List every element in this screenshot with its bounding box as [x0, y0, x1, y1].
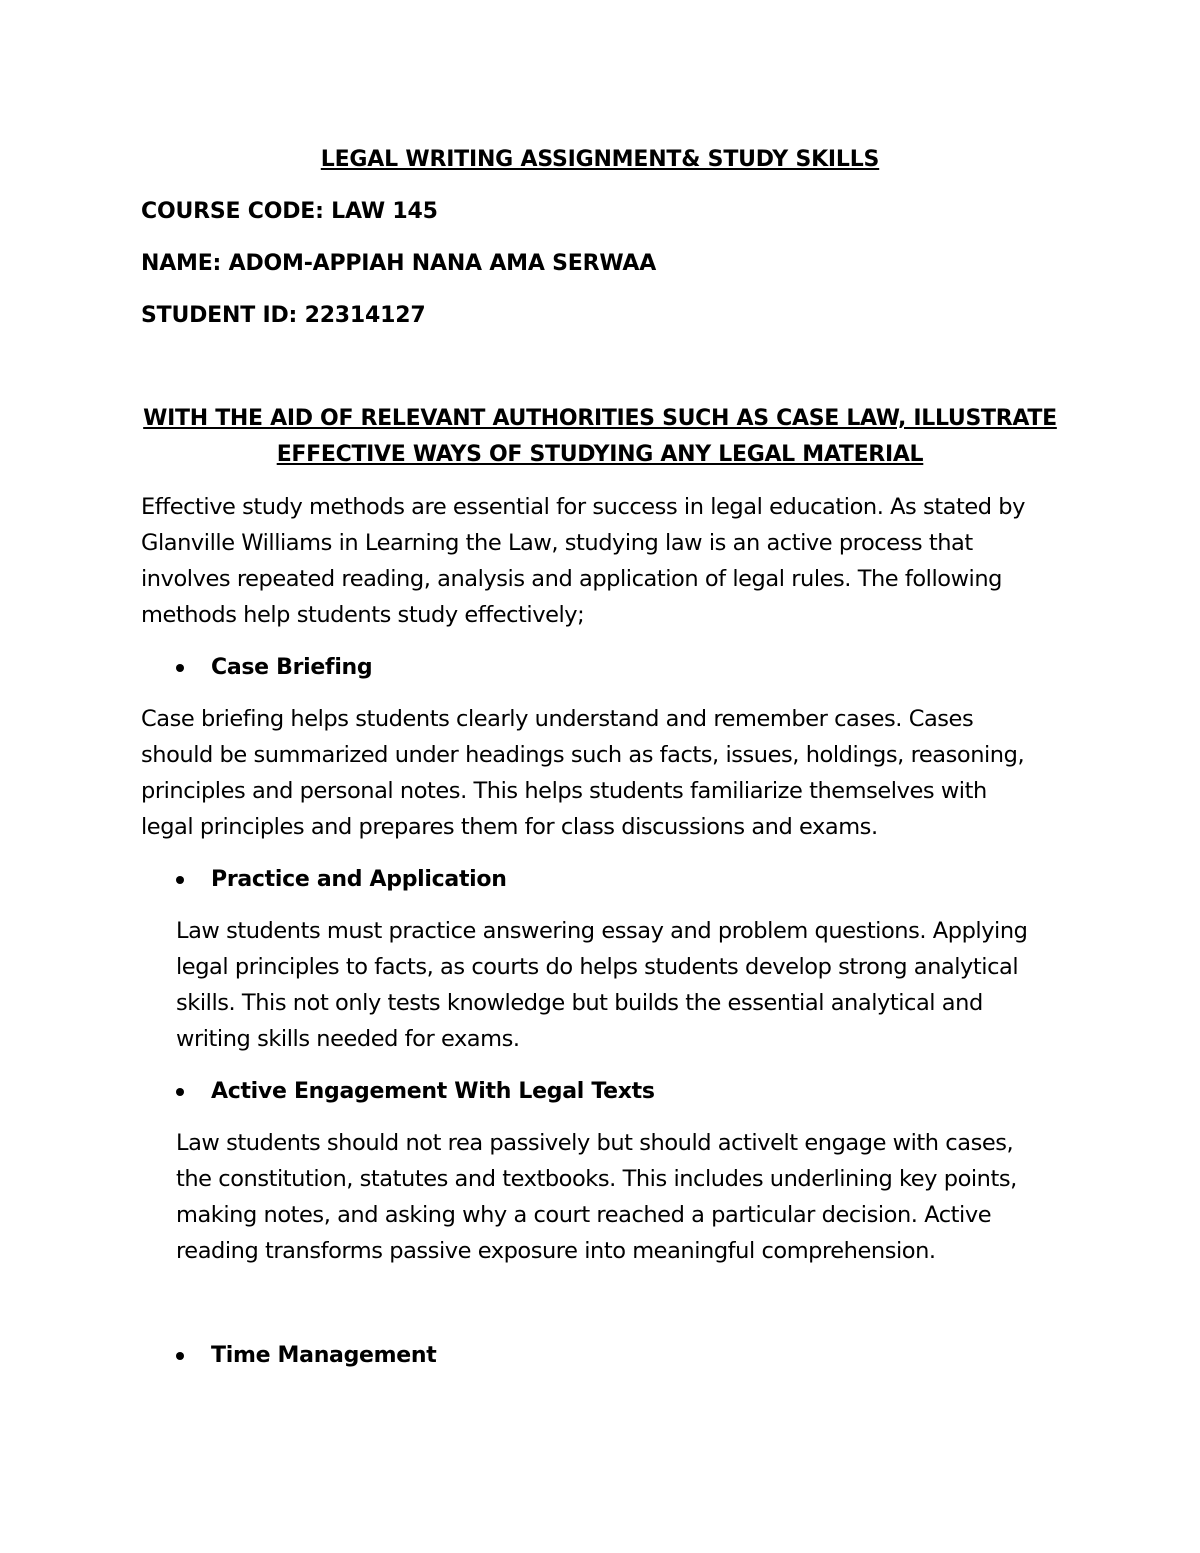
document-title: LEGAL WRITING ASSIGNMENT& STUDY SKILLS: [320, 147, 880, 172]
case-briefing-line-3: principles and personal notes. This helps students familiarize themselves with: [141, 778, 987, 804]
intro-line-2: Glanville Williams in Learning the Law, studying law is an active process that: [141, 530, 973, 556]
intro-line-4: methods help students study effectively;: [141, 602, 585, 628]
student-id: STUDENT ID: 22314127: [141, 303, 426, 328]
practice-line-1: Law students must practice answering essay and problem questions. Applying: [176, 918, 1028, 944]
practice-line-2: legal principles to facts, as courts do helps students develop strong analytical: [176, 954, 1019, 980]
section-heading-practice: Practice and Application: [211, 867, 507, 892]
bullet-icon: [176, 664, 184, 672]
section-heading-case-briefing: Case Briefing: [211, 655, 373, 680]
intro-line-3: involves repeated reading, analysis and application of legal rules. The following: [141, 566, 1002, 592]
engagement-line-2: the constitution, statutes and textbooks. This includes underlining key points,: [176, 1166, 1017, 1192]
case-briefing-line-1: Case briefing helps students clearly understand and remember cases. Cases: [141, 706, 974, 732]
student-name: NAME: ADOM-APPIAH NANA AMA SERWAA: [141, 251, 657, 276]
engagement-line-1: Law students should not rea passively but should activelt engage with cases,: [176, 1130, 1014, 1156]
bullet-icon: [176, 1352, 184, 1360]
question-line-1: WITH THE AID OF RELEVANT AUTHORITIES SUCH AS CASE LAW, ILLUSTRATE: [143, 406, 1057, 431]
practice-line-4: writing skills needed for exams.: [176, 1026, 520, 1052]
engagement-line-3: making notes, and asking why a court reached a particular decision. Active: [176, 1202, 992, 1228]
case-briefing-line-4: legal principles and prepares them for class discussions and exams.: [141, 814, 878, 840]
practice-line-3: skills. This not only tests knowledge but builds the essential analytical and: [176, 990, 983, 1016]
engagement-line-4: reading transforms passive exposure into meaningful comprehension.: [176, 1238, 936, 1264]
course-code: COURSE CODE: LAW 145: [141, 199, 438, 224]
bullet-icon: [176, 1088, 184, 1096]
section-heading-time-management: Time Management: [211, 1343, 437, 1368]
bullet-icon: [176, 876, 184, 884]
intro-line-1: Effective study methods are essential for success in legal education. As stated by: [141, 494, 1025, 520]
section-heading-active-engagement: Active Engagement With Legal Texts: [211, 1079, 655, 1104]
case-briefing-line-2: should be summarized under headings such as facts, issues, holdings, reasoning,: [141, 742, 1025, 768]
question-line-2: EFFECTIVE WAYS OF STUDYING ANY LEGAL MATERIAL: [276, 442, 924, 467]
